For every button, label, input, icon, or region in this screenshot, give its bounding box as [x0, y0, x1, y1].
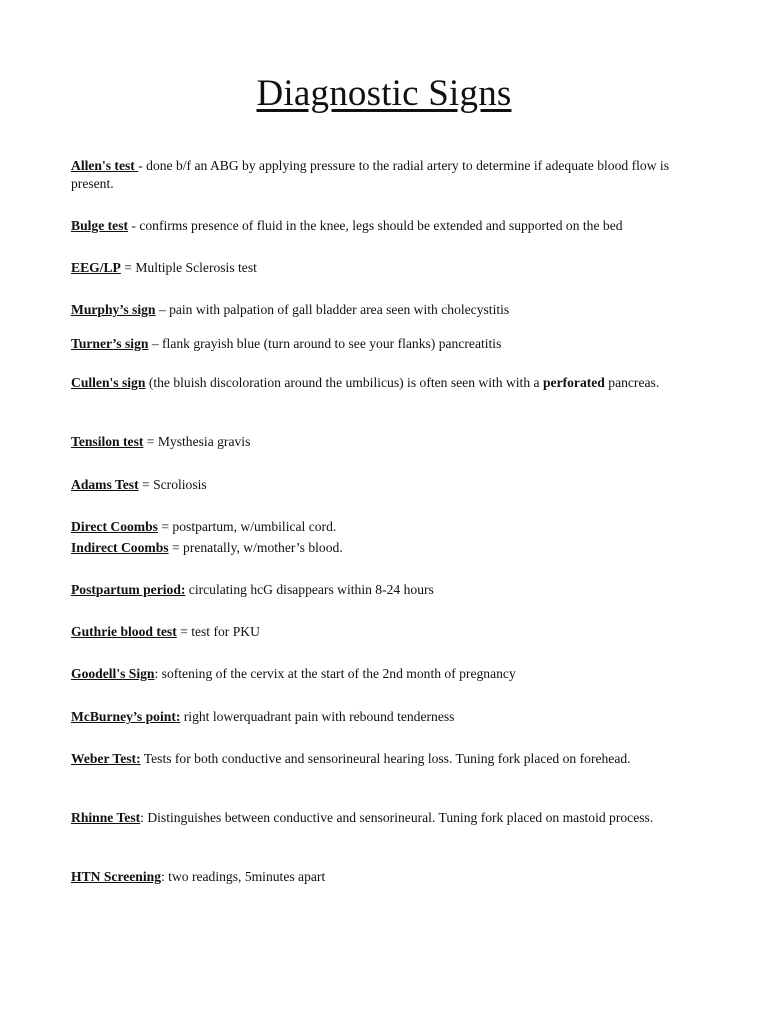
entry-text: = Multiple Sclerosis test — [120, 260, 257, 275]
entry-turners-sign — [71, 335, 701, 353]
entry-term: Direct Coombs — [71, 519, 158, 534]
entry-weber-test — [71, 750, 701, 768]
entry-term: Indirect Coombs — [71, 540, 169, 555]
entry-term: Turner’s sign — [71, 336, 149, 351]
entry-htn-screening — [71, 868, 701, 886]
entry-adams-test — [71, 476, 701, 494]
entry-postpartum-period — [71, 581, 701, 599]
entry-text: = prenatally, w/mother’s blood. — [168, 540, 343, 555]
entry-term: Goodell's Sign — [71, 666, 155, 681]
entry-text: : Distinguishes between conductive and sensorineural. Tuning fork placed on mastoid process. — [140, 810, 654, 825]
entry-text: – pain with palpation of gall bladder area seen with cholecystitis — [155, 302, 510, 317]
entry-text: = Mysthesia gravis — [143, 434, 251, 449]
entry-bulge-test — [71, 217, 701, 235]
entry-text: circulating hcG disappears within 8-24 hours — [185, 582, 434, 597]
entry-text: : softening of the cervix at the start of the 2nd month of pregnancy — [154, 666, 516, 681]
entry-text-after: pancreas. — [604, 375, 660, 390]
entry-rhinne-test — [71, 809, 701, 827]
entry-indirect-coombs — [71, 539, 701, 557]
entry-text: – flank grayish blue (turn around to see your flanks) pancreatitis — [148, 336, 502, 351]
entry-text: = Scroliosis — [138, 477, 207, 492]
entry-term: Murphy’s sign — [71, 302, 156, 317]
entry-text: = test for PKU — [176, 624, 260, 639]
entry-text: right lowerquadrant pain with rebound tenderness — [180, 709, 455, 724]
entry-text: (the bluish discoloration around the umbilicus) is often seen with with a — [145, 375, 543, 390]
entry-allens-test — [71, 157, 701, 192]
entry-cullens-sign — [71, 374, 701, 392]
entry-term: Postpartum period: — [71, 582, 186, 597]
entry-term: McBurney’s point: — [71, 709, 181, 724]
entry-term: Rhinne Test — [71, 810, 141, 825]
entry-term: Cullen's sign — [71, 375, 146, 390]
entry-term: Bulge test — [71, 218, 129, 233]
entry-bold-text: perforated — [542, 375, 605, 390]
entry-murphys-sign — [71, 301, 701, 319]
entry-term: Adams Test — [71, 477, 139, 492]
entry-text: = postpartum, w/umbilical cord. — [157, 519, 337, 534]
entry-term: HTN Screening — [71, 869, 161, 884]
entry-guthrie-blood-test — [71, 623, 701, 641]
entry-text: Tests for both conductive and sensorineural hearing loss. Tuning fork placed on forehead. — [140, 751, 631, 766]
entry-text: - confirms presence of fluid in the knee, legs should be extended and supported on the bed — [128, 218, 623, 233]
entry-term: Weber Test: — [71, 751, 141, 766]
entry-term: Guthrie blood test — [71, 624, 177, 639]
entry-direct-coombs — [71, 518, 701, 536]
entry-goodells-sign — [71, 665, 701, 683]
entry-term: EEG/LP — [71, 260, 121, 275]
page-title: Diagnostic Signs — [256, 73, 512, 114]
entry-term: Tensilon test — [71, 434, 144, 449]
entry-text: - done b/f an ABG by applying pressure to the radial artery to determine if adequate blood flow is present. — [71, 158, 669, 191]
entry-term: Allen's test — [71, 158, 139, 173]
entry-tensilon-test — [71, 433, 701, 451]
entry-text: : two readings, 5minutes apart — [161, 869, 326, 884]
entry-eeg-lp — [71, 259, 701, 277]
entry-mcburneys-point — [71, 708, 701, 726]
